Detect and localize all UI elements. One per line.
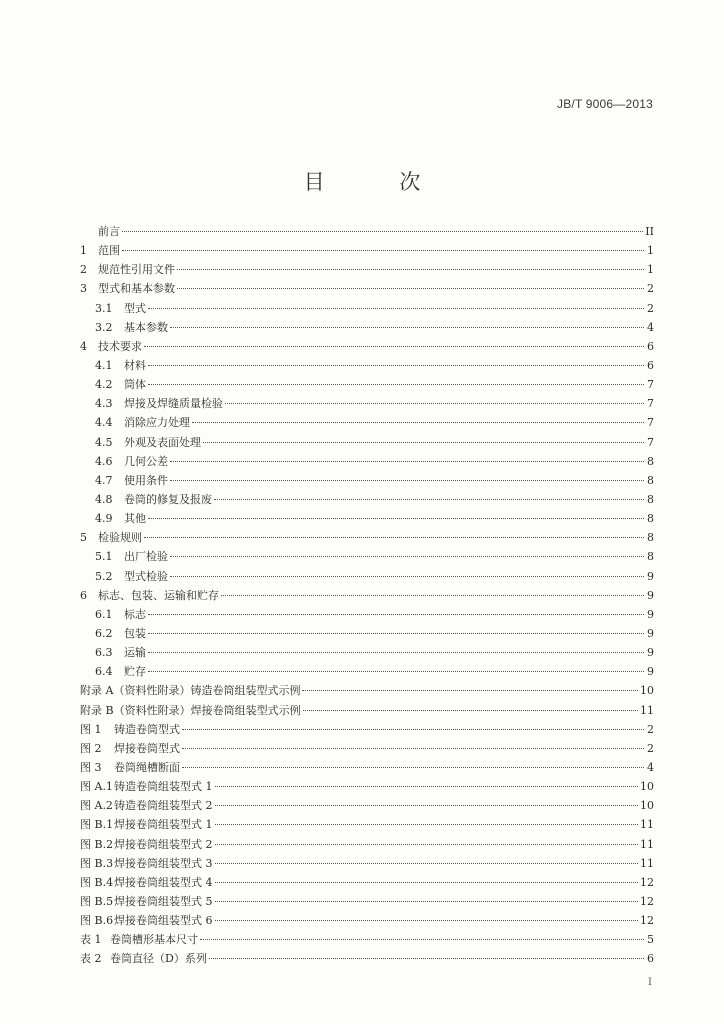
toc-entry-label: 型式检验	[124, 569, 168, 583]
toc-entry-page: 10	[640, 684, 654, 698]
toc-entry-label: 焊接卷筒组装型式 2	[114, 837, 213, 851]
toc-entry[interactable]	[80, 490, 654, 509]
toc-entry[interactable]	[80, 892, 654, 911]
toc-entry-number: 4.6	[95, 454, 113, 468]
toc-entry-page: 8	[647, 492, 654, 506]
toc-entry-number: 图 2	[80, 741, 102, 755]
toc-entry-label: 附录 A（资料性附录）铸造卷筒组装型式示例	[80, 684, 301, 698]
toc-entry-number: 表 1	[80, 933, 102, 947]
dot-leader	[177, 269, 644, 270]
toc-entry-label: 使用条件	[124, 473, 168, 487]
toc-entry-label: 检验规则	[98, 531, 142, 545]
dot-leader	[177, 288, 644, 289]
toc-entry-label: 焊接卷筒型式	[114, 741, 180, 755]
toc-entry[interactable]	[80, 758, 654, 777]
toc-entry-number: 表 2	[80, 952, 102, 966]
toc-entry[interactable]	[80, 605, 654, 624]
toc-entry-page: 12	[640, 875, 654, 889]
dot-leader	[200, 939, 644, 940]
toc-entry[interactable]	[80, 586, 654, 605]
toc-entry-label: 铸造卷筒组装型式 2	[114, 799, 213, 813]
toc-entry[interactable]	[80, 299, 654, 318]
toc-entry[interactable]	[80, 930, 654, 949]
toc-entry[interactable]	[80, 815, 654, 834]
toc-entry-page: 10	[640, 780, 654, 794]
toc-entry[interactable]	[80, 777, 654, 796]
dot-leader	[170, 327, 644, 328]
toc-entry[interactable]	[80, 509, 654, 528]
toc-entry-label: 标志、包装、运输和贮存	[98, 588, 219, 602]
toc-entry-label: 消除应力处理	[124, 416, 190, 430]
toc-entry-number: 4.4	[95, 416, 113, 430]
toc-entry[interactable]	[80, 835, 654, 854]
dot-leader	[148, 652, 644, 653]
toc-entry[interactable]	[80, 337, 654, 356]
dot-leader	[182, 748, 644, 749]
toc-entry-label: 几何公差	[124, 454, 168, 468]
toc-entry-label: 标志	[124, 607, 146, 621]
toc-entry-page: 4	[647, 760, 654, 774]
toc-entry-number: 6	[80, 588, 87, 602]
toc-entry[interactable]	[80, 681, 654, 700]
dot-leader	[215, 824, 639, 825]
dot-leader	[182, 729, 644, 730]
toc-entry-label: 前言	[98, 225, 120, 238]
toc-entry-number: 4.9	[95, 512, 113, 526]
dot-leader	[170, 480, 644, 481]
toc-entry-number: 图 1	[80, 722, 102, 736]
toc-entry-number: 4.3	[95, 397, 113, 411]
toc-entry[interactable]	[80, 854, 654, 873]
toc-entry[interactable]	[80, 624, 654, 643]
dot-leader	[170, 576, 644, 577]
toc-entry-label: 卷筒槽形基本尺寸	[110, 933, 198, 947]
toc-entry-label: 型式和基本参数	[98, 282, 175, 296]
toc-entry-number: 4.2	[95, 378, 113, 392]
toc-entry-label: 附录 B（资料性附录）焊接卷筒组装型式示例	[80, 703, 301, 717]
dot-leader	[215, 901, 639, 902]
toc-entry[interactable]	[80, 547, 654, 566]
toc-entry-label: 其他	[124, 512, 146, 526]
page-number: I	[648, 977, 652, 988]
dot-leader	[215, 805, 639, 806]
toc-entry-page: 2	[647, 282, 654, 296]
toc-entry[interactable]	[80, 567, 654, 586]
toc-title: 目 次	[303, 170, 455, 194]
toc-entry-page: 9	[647, 665, 654, 679]
document-code: JB/T 9006—2013	[557, 97, 653, 111]
toc-entry[interactable]	[80, 260, 654, 279]
toc-entry[interactable]	[80, 662, 654, 681]
toc-entry-page: II	[645, 225, 654, 238]
toc-entry-label: 技术要求	[98, 339, 142, 353]
toc-entry-label: 铸造卷筒组装型式 1	[114, 780, 213, 794]
toc-entry-label: 材料	[124, 358, 146, 372]
dot-leader	[192, 422, 644, 423]
dot-leader	[302, 690, 638, 691]
toc-entry-label: 出厂检验	[124, 550, 168, 564]
toc-entry-number: 6.2	[95, 626, 113, 640]
toc-entry-label: 包装	[124, 626, 146, 640]
table-of-contents	[80, 222, 654, 968]
dot-leader	[203, 442, 644, 443]
toc-entry-number: 4.7	[95, 473, 113, 487]
toc-entry-label: 焊接卷筒组装型式 5	[114, 894, 213, 908]
toc-entry-page: 1	[647, 263, 654, 277]
toc-entry-label: 焊接卷筒组装型式 3	[114, 856, 213, 870]
dot-leader	[122, 231, 643, 232]
toc-entry-page: 2	[647, 301, 654, 315]
toc-entry-number: 6.1	[95, 607, 113, 621]
dot-leader	[214, 499, 644, 500]
toc-entry-page: 7	[647, 378, 654, 392]
toc-entry[interactable]	[80, 433, 654, 452]
toc-entry-page: 9	[647, 626, 654, 640]
dot-leader	[148, 633, 644, 634]
toc-entry-label: 铸造卷筒型式	[114, 722, 180, 736]
toc-entry[interactable]	[80, 701, 654, 720]
toc-entry-page: 9	[647, 588, 654, 602]
dot-leader	[148, 384, 644, 385]
dot-leader	[148, 614, 644, 615]
dot-leader	[144, 346, 644, 347]
toc-entry-page: 11	[640, 703, 654, 717]
dot-leader	[221, 595, 644, 596]
dot-leader	[215, 863, 639, 864]
dot-leader	[209, 958, 644, 959]
toc-entry[interactable]	[80, 452, 654, 471]
toc-entry-label: 范围	[98, 244, 120, 258]
toc-entry-label: 外观及表面处理	[124, 435, 201, 449]
toc-entry-page: 8	[647, 512, 654, 526]
toc-entry[interactable]	[80, 471, 654, 490]
toc-entry-number: 图 B.4	[80, 875, 114, 889]
dot-leader	[170, 556, 644, 557]
toc-entry-label: 卷筒绳槽断面	[114, 760, 180, 774]
dot-leader	[182, 767, 644, 768]
toc-entry-number: 6.3	[95, 646, 113, 660]
toc-entry-page: 9	[647, 646, 654, 660]
toc-entry-number: 5	[80, 531, 87, 545]
toc-entry[interactable]	[80, 720, 654, 739]
toc-entry-page: 5	[647, 933, 654, 947]
toc-entry-page: 11	[640, 837, 654, 851]
toc-entry-number: 图 B.6	[80, 914, 114, 928]
toc-entry-page: 8	[647, 531, 654, 545]
toc-entry[interactable]	[80, 528, 654, 547]
toc-entry-label: 焊接及焊缝质量检验	[124, 397, 223, 411]
toc-entry[interactable]	[80, 222, 654, 241]
toc-entry-page: 10	[640, 799, 654, 813]
toc-entry-number: 1	[80, 244, 87, 258]
toc-entry-number: 4.5	[95, 435, 113, 449]
dot-leader	[122, 250, 644, 251]
toc-entry-label: 贮存	[124, 665, 146, 679]
toc-entry-page: 11	[640, 818, 654, 832]
toc-entry-number: 6.4	[95, 665, 113, 679]
toc-entry-number: 图 B.2	[80, 837, 114, 851]
toc-entry-number: 图 A.1	[80, 780, 113, 794]
toc-entry-label: 卷筒的修复及报废	[124, 492, 212, 506]
toc-entry-number: 4.1	[95, 358, 113, 372]
toc-entry[interactable]	[80, 413, 654, 432]
toc-entry-page: 12	[640, 894, 654, 908]
toc-entry-page: 7	[647, 416, 654, 430]
toc-entry-page: 8	[647, 454, 654, 468]
toc-entry-page: 8	[647, 550, 654, 564]
toc-entry-page: 6	[647, 952, 654, 966]
toc-entry-page: 6	[647, 358, 654, 372]
toc-entry-label: 卷筒直径（D）系列	[110, 952, 207, 966]
toc-entry-number: 4	[80, 339, 87, 353]
toc-entry-number: 图 3	[80, 760, 102, 774]
toc-entry-page: 6	[647, 339, 654, 353]
toc-entry[interactable]	[80, 375, 654, 394]
toc-entry-page: 2	[647, 722, 654, 736]
toc-entry-label: 规范性引用文件	[98, 263, 175, 277]
toc-entry-number: 3	[80, 282, 87, 296]
dot-leader	[215, 920, 639, 921]
toc-entry-page: 1	[647, 244, 654, 258]
toc-entry-number: 图 B.3	[80, 856, 114, 870]
dot-leader	[215, 786, 639, 787]
toc-entry[interactable]	[80, 911, 654, 930]
toc-entry-page: 7	[647, 435, 654, 449]
toc-entry-number: 5.1	[95, 550, 113, 564]
toc-entry-number: 3.1	[95, 301, 113, 315]
toc-entry-number: 图 A.2	[80, 799, 113, 813]
dot-leader	[148, 518, 644, 519]
toc-entry-page: 2	[647, 741, 654, 755]
dot-leader	[215, 882, 639, 883]
toc-entry-label: 焊接卷筒组装型式 1	[114, 818, 213, 832]
toc-entry-label: 型式	[124, 301, 146, 315]
toc-entry-number: 3.2	[95, 320, 113, 334]
toc-entry-page: 4	[647, 320, 654, 334]
toc-entry[interactable]	[80, 796, 654, 815]
dot-leader	[148, 671, 644, 672]
toc-entry[interactable]	[80, 318, 654, 337]
toc-entry-page: 9	[647, 607, 654, 621]
toc-entry-label: 焊接卷筒组装型式 4	[114, 875, 213, 889]
dot-leader	[215, 844, 639, 845]
dot-leader	[225, 403, 644, 404]
toc-entry[interactable]	[80, 279, 654, 298]
toc-entry-number: 图 B.1	[80, 818, 114, 832]
toc-entry[interactable]	[80, 643, 654, 662]
toc-entry-page: 12	[640, 914, 654, 928]
toc-entry-number: 2	[80, 263, 87, 277]
dot-leader	[170, 461, 644, 462]
dot-leader	[144, 537, 644, 538]
toc-entry-number: 图 B.5	[80, 894, 114, 908]
toc-entry[interactable]	[80, 241, 654, 260]
dot-leader	[303, 710, 638, 711]
toc-entry-label: 运输	[124, 646, 146, 660]
toc-entry[interactable]	[80, 356, 654, 375]
toc-entry-number: 5.2	[95, 569, 113, 583]
toc-entry-page: 9	[647, 569, 654, 583]
toc-entry-page: 7	[647, 397, 654, 411]
dot-leader	[148, 365, 644, 366]
toc-entry[interactable]	[80, 873, 654, 892]
toc-entry-number: 4.8	[95, 492, 113, 506]
toc-entry-page: 8	[647, 473, 654, 487]
toc-entry[interactable]	[80, 394, 654, 413]
toc-entry[interactable]	[80, 739, 654, 758]
toc-entry-label: 筒体	[124, 378, 146, 392]
dot-leader	[148, 308, 644, 309]
toc-entry[interactable]	[80, 949, 654, 968]
toc-entry-label: 焊接卷筒组装型式 6	[114, 914, 213, 928]
toc-entry-label: 基本参数	[124, 320, 168, 334]
toc-entry-page: 11	[640, 856, 654, 870]
